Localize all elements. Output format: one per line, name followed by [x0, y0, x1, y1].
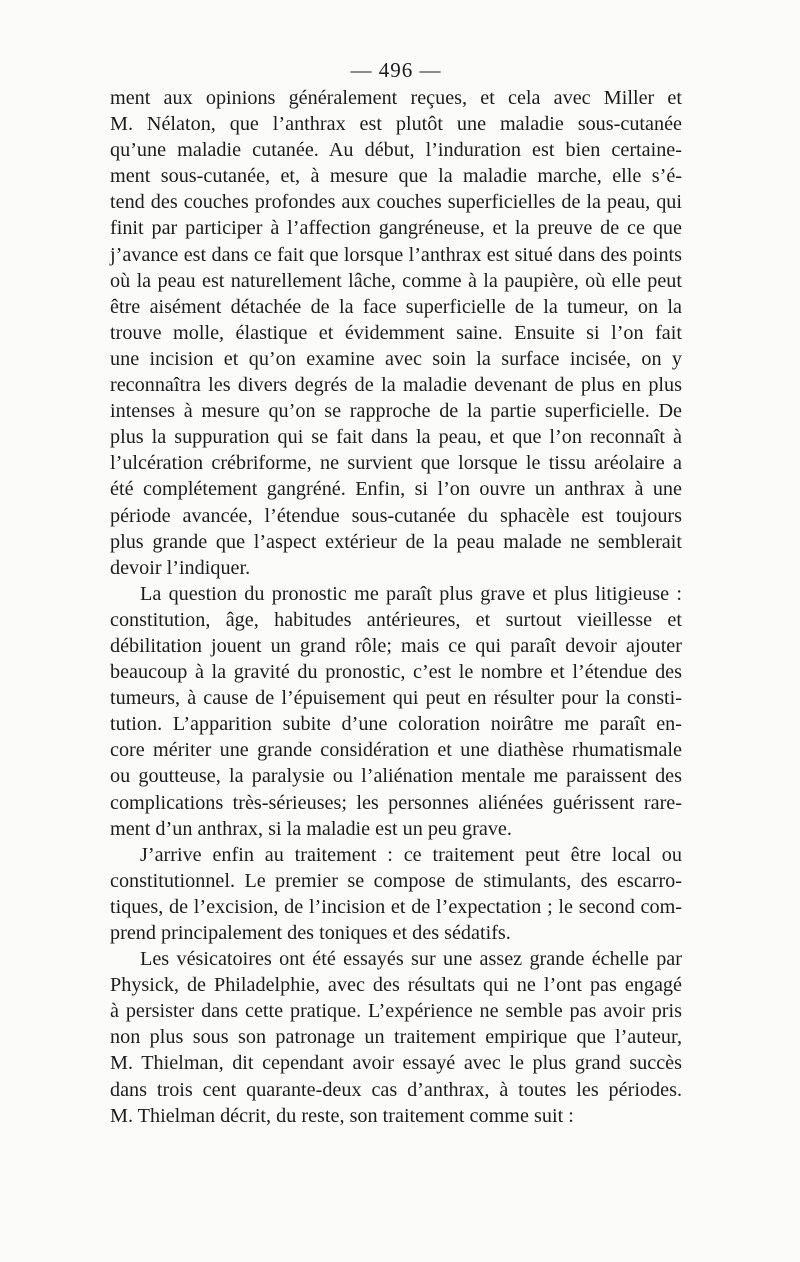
text-line: trouve molle, élastique et évidemment saine. Ensuite si l’on fait — [110, 321, 682, 344]
text-line: tend des couches profondes aux couches superficielles de la peau, qui — [110, 191, 682, 214]
text-line: J’arrive enfin au traitement : ce traitement peut être local ou — [140, 843, 682, 866]
text-line: été complétement gangréné. Enfin, si l’on ouvre un anthrax à une — [110, 478, 682, 501]
text-line: à persister dans cette pratique. L’expérience ne semble pas avoir pris — [110, 1000, 682, 1023]
text-line: être aisément détachée de la face superficielle de la tumeur, on la — [110, 295, 682, 318]
text-line: M. Thielman décrit, du reste, son traitement comme suit : — [110, 1104, 574, 1127]
body-text — [110, 85, 682, 1129]
text-line: débilitation jouent un grand rôle; mais ce qui paraît devoir ajouter — [110, 634, 682, 657]
text-line: constitution, âge, habitudes antérieures, et surtout vieillesse et — [110, 608, 682, 631]
text-line: complications très-sérieuses; les personnes aliénées guérissent rare- — [110, 791, 682, 814]
text-line: finit par participer à l’affection gangréneuse, et la preuve de ce que — [110, 217, 682, 240]
book-page — [110, 55, 682, 1129]
text-line: ment aux opinions généralement reçues, et cela avec Miller et — [110, 87, 682, 109]
text-line: où la peau est naturellement lâche, comme à la paupière, où elle peut — [110, 269, 682, 292]
text-line: devoir l’indiquer. — [110, 556, 251, 579]
text-line: beaucoup à la gravité du pronostic, c’est le nombre et l’étendue des — [110, 661, 682, 684]
text-line: M. Nélaton, que l’anthrax est plutôt une maladie sous-cutanée — [110, 113, 682, 136]
text-line: core mériter une grande considération et une diathèse rhumatismale — [110, 739, 682, 762]
text-line: intenses à mesure qu’on se rapproche de la partie superficielle. De — [110, 400, 682, 423]
text-line: reconnaîtra les divers degrés de la maladie devenant de plus en plus — [110, 374, 682, 397]
text-line: Les vésicatoires ont été essayés sur une assez grande échelle par — [140, 948, 682, 971]
text-line: plus grande que l’aspect extérieur de la peau malade ne semblerait — [110, 530, 682, 553]
text-line: La question du pronostic me paraît plus grave et plus litigieuse : — [140, 582, 682, 605]
text-line: période avancée, l’étendue sous-cutanée du sphacèle est toujours — [110, 504, 682, 527]
text-line: Physick, de Philadelphie, avec des résultats qui ne l’ont pas engagé — [110, 974, 682, 997]
text-line: tiques, de l’excision, de l’incision et de l’expectation ; le second com- — [110, 895, 682, 918]
text-line: l’ulcération crébriforme, ne survient que lorsque le tissu aréolaire a — [110, 452, 682, 475]
text-line: M. Thielman, dit cependant avoir essayé avec le plus grand succès — [110, 1052, 682, 1075]
text-line: ment d’un anthrax, si la maladie est un peu grave. — [110, 817, 512, 840]
text-line: ment sous-cutanée, et, à mesure que la maladie marche, elle s’é- — [110, 165, 682, 188]
text-line: ou goutteuse, la paralysie ou l’aliénation mentale me paraissent des — [110, 765, 682, 788]
text-line: qu’une maladie cutanée. Au début, l’induration est bien certaine- — [110, 139, 682, 162]
page-number: — 496 — — [350, 58, 442, 82]
text-line: prend principalement des toniques et des sédatifs. — [110, 922, 511, 944]
text-line: tution. L’apparition subite d’une coloration noirâtre me paraît en- — [110, 713, 682, 736]
text-line: tumeurs, à cause de l’épuisement qui peut en résulter pour la consti- — [110, 687, 682, 710]
text-line: dans trois cent quarante-deux cas d’anthrax, à toutes les périodes. — [110, 1078, 682, 1101]
text-line: constitutionnel. Le premier se compose de stimulants, des escarro- — [110, 869, 682, 892]
text-line: non plus sous son patronage un traitement empirique que l’auteur, — [110, 1026, 682, 1049]
text-line: plus la suppuration qui se fait dans la peau, et que l’on reconnaît à — [110, 426, 682, 449]
text-line: une incision et qu’on examine avec soin la surface incisée, on y — [110, 347, 682, 370]
text-line: j’avance est dans ce fait que lorsque l’anthrax est situé dans des points — [110, 243, 682, 266]
